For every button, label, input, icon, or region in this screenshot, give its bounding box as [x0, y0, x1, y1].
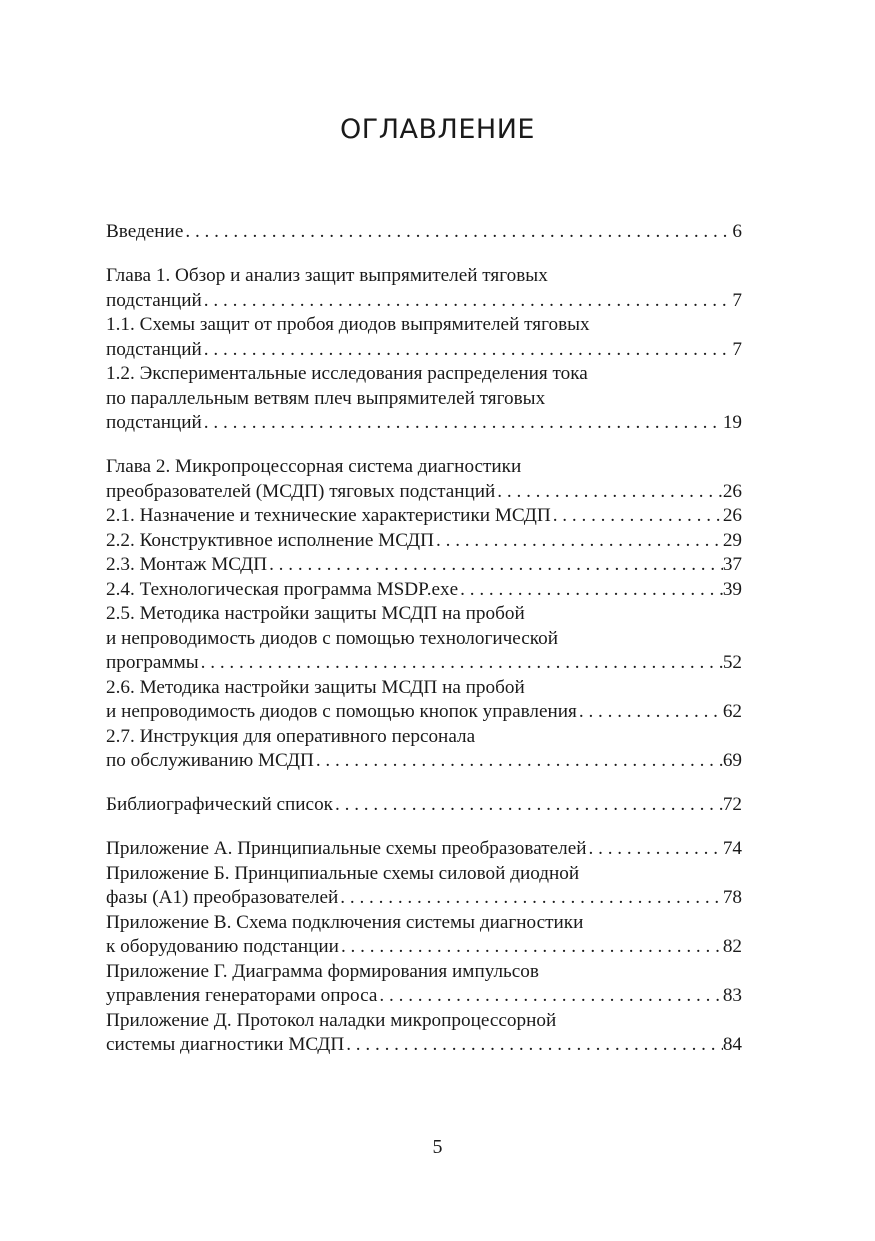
toc-entry-page: 72: [722, 794, 742, 815]
toc-entry-page: 84: [722, 1034, 742, 1055]
toc-entry-last-line: [106, 338, 742, 363]
toc-entry: [106, 793, 742, 818]
toc-entry-line: 2.6. Методика настройки защиты МСДП на пробой: [106, 676, 525, 698]
toc-entry-line: Приложение Б. Принципиальные схемы силовой диодной: [106, 862, 580, 884]
dot-leader: [551, 504, 723, 529]
toc-entry-text: фазы (А1) преобразователей: [106, 887, 339, 908]
toc-entry-text: системы диагностики МСДП: [106, 1034, 345, 1055]
dot-leader: [202, 338, 733, 363]
toc-entry-line: Приложение Д. Протокол наладки микропроцессорной: [106, 1009, 557, 1031]
toc-entry: [106, 529, 742, 554]
toc-entry-last-line: [106, 793, 742, 818]
dot-leader: [338, 886, 723, 911]
toc-entry-text: Введение: [106, 221, 184, 242]
toc-entry-page: 82: [722, 936, 742, 957]
toc-entry: [106, 911, 742, 960]
toc-entry-line: 1.1. Схемы защит от пробоя диодов выпрямителей тяговых: [106, 314, 590, 335]
toc-entry-page: 7: [732, 338, 742, 360]
toc-entry-last-line: [106, 529, 742, 554]
toc-entry: [106, 504, 742, 529]
toc-entry: [106, 455, 742, 504]
toc-entry-line: 2.7. Инструкция для оперативного персонала: [106, 725, 476, 747]
toc-entry: [106, 578, 742, 603]
dot-leader: [314, 749, 723, 774]
toc-entry-page: 19: [722, 412, 742, 433]
toc-entry-text: преобразователей (МСДП) тяговых подстанций: [106, 480, 496, 502]
dot-leader: [202, 411, 723, 436]
toc-entry-last-line: [106, 480, 742, 505]
dot-leader: [339, 935, 723, 960]
toc-entry-text: 2.4. Технологическая программа MSDP.exe: [106, 578, 459, 600]
toc-entry-text: подстанций: [106, 338, 202, 360]
dot-leader: [587, 837, 723, 862]
toc-entry: [106, 553, 742, 578]
page-number: 5: [432, 1136, 443, 1158]
toc-entry-line: Глава 1. Обзор и анализ защит выпрямителей тяговых: [106, 265, 548, 286]
toc-entry-text: подстанций: [106, 412, 202, 433]
toc-entry: [106, 862, 742, 911]
toc-entry-last-line: [106, 1033, 742, 1058]
toc-entry: [106, 313, 742, 362]
dot-leader: [202, 289, 733, 314]
dot-leader: [333, 793, 723, 818]
toc-entry-page: 78: [722, 887, 742, 908]
toc-entry-last-line: [106, 700, 742, 725]
toc-entry-page: 39: [722, 578, 742, 600]
dot-leader: [377, 984, 722, 1009]
toc-entry-page: 52: [722, 652, 742, 673]
toc-entry-last-line: [106, 289, 742, 314]
toc-entry: [106, 960, 742, 1009]
toc-entry-last-line: [106, 935, 742, 960]
dot-leader: [183, 220, 732, 245]
toc-entry-text: 2.2. Конструктивное исполнение МСДП: [106, 529, 434, 551]
toc-entry-text: по обслуживанию МСДП: [106, 750, 314, 771]
dot-leader: [434, 529, 723, 554]
toc-entry-last-line: [106, 837, 742, 862]
toc-entry-line: Приложение В. Схема подключения системы диагностики: [106, 911, 584, 933]
dot-leader: [199, 651, 723, 676]
toc-entry-text: Библиографический список: [106, 794, 333, 815]
toc-entry-last-line: [106, 749, 742, 774]
toc-entry-last-line: [106, 504, 742, 529]
toc-entry-page: 26: [722, 480, 742, 502]
toc-entry-page: 62: [722, 701, 742, 722]
toc-entry-text: Приложение А. Принципиальные схемы преобразователей: [106, 838, 587, 859]
toc-entry-page: 74: [722, 838, 742, 859]
dot-leader: [344, 1033, 723, 1058]
toc-entry-page: 69: [722, 750, 742, 771]
toc-entry: [106, 362, 742, 436]
toc-entry-text: программы: [106, 652, 199, 673]
dot-leader: [458, 578, 723, 603]
toc-entry-line: и непроводимость диодов с помощью технологической: [106, 627, 558, 649]
toc-entry-last-line: [106, 651, 742, 676]
dot-leader: [577, 700, 723, 725]
toc-entry: [106, 220, 742, 245]
toc-entry-last-line: [106, 411, 742, 436]
toc-entry-last-line: [106, 553, 742, 578]
toc-entry-text: и непроводимость диодов с помощью кнопок управления: [106, 701, 577, 722]
toc-entry-last-line: [106, 578, 742, 603]
toc-entry-last-line: [106, 220, 742, 245]
page-title: ОГЛАВЛЕНИЕ: [340, 114, 535, 145]
toc-entry-text: к оборудованию подстанции: [106, 936, 339, 957]
table-of-contents: [106, 220, 742, 1058]
dot-leader: [495, 480, 723, 505]
toc-entry-page: 6: [732, 221, 742, 242]
toc-entry: [106, 725, 742, 774]
toc-entry-line: Приложение Г. Диаграмма формирования импульсов: [106, 960, 539, 982]
toc-entry-page: 26: [722, 505, 742, 526]
toc-entry-last-line: [106, 886, 742, 911]
toc-entry: [106, 676, 742, 725]
toc-entry-page: 83: [722, 985, 742, 1006]
toc-entry-text: управления генераторами опроса: [106, 985, 378, 1006]
toc-entry-line: 1.2. Экспериментальные исследования распределения тока: [106, 363, 588, 384]
toc-entry: [106, 264, 742, 313]
toc-entry-page: 37: [722, 554, 742, 575]
toc-entry: [106, 1009, 742, 1058]
toc-entry: [106, 837, 742, 862]
dot-leader: [267, 553, 723, 578]
toc-entry-page: 29: [722, 529, 742, 551]
toc-entry-line: по параллельным ветвям плеч выпрямителей тяговых: [106, 387, 546, 409]
toc-entry-text: 2.1. Назначение и технические характеристики МСДП: [106, 505, 551, 526]
toc-entry-page: 7: [732, 289, 742, 311]
toc-entry: [106, 602, 742, 676]
toc-entry-text: подстанций: [106, 289, 202, 311]
toc-entry-line: Глава 2. Микропроцессорная система диагностики: [106, 456, 522, 477]
toc-entry-last-line: [106, 984, 742, 1009]
toc-entry-text: 2.3. Монтаж МСДП: [106, 554, 268, 575]
toc-entry-line: 2.5. Методика настройки защиты МСДП на пробой: [106, 603, 525, 624]
